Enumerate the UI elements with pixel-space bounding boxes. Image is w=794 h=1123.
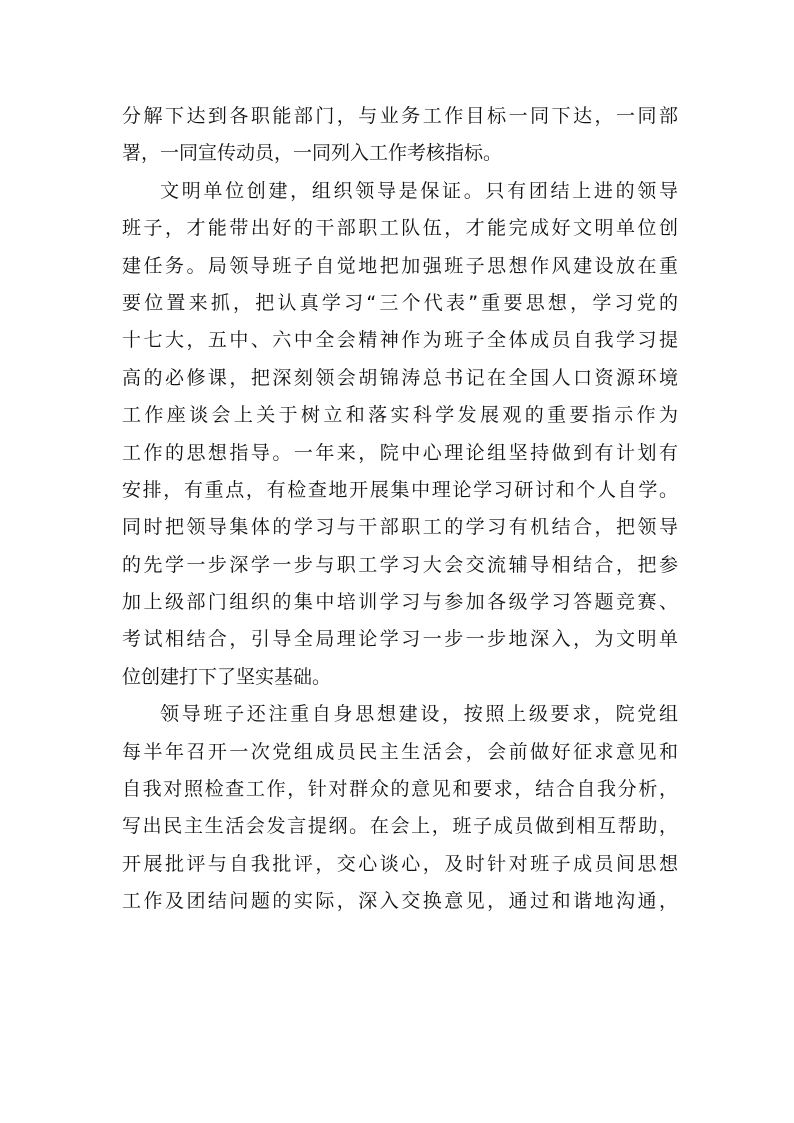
text-line: 安排，有重点，有检查地开展集中理论学习研讨和个人自学。 xyxy=(122,478,678,501)
text-line: 要位置来抓，把认真学习“三个代表”重要思想，学习党的 xyxy=(122,291,678,314)
text-line: 工作座谈会上关于树立和落实科学发展观的重要指示作为 xyxy=(122,404,678,427)
text-line: 加上级部门组织的集中培训学习与参加各级学习答题竞赛、 xyxy=(122,591,678,614)
text-line: 考试相结合，引导全局理论学习一步一步地深入，为文明单 xyxy=(122,628,678,651)
text-line: 写出民主生活会发言提纲。在会上，班子成员做到相互帮助， xyxy=(122,815,678,838)
text-line: 署，一同宣传动员，一同列入工作考核指标。 xyxy=(122,142,503,165)
text-line: 开展批评与自我批评，交心谈心，及时针对班子成员间思想 xyxy=(122,852,678,875)
text-line: 位创建打下了坚实基础。 xyxy=(122,665,332,688)
text-line: 班子，才能带出好的干部职工队伍，才能完成好文明单位创 xyxy=(122,217,678,240)
text-line: 领导班子还注重自身思想建设，按照上级要求，院党组 xyxy=(160,703,678,726)
text-line: 分解下达到各职能部门，与业务工作目标一同下达，一同部 xyxy=(122,105,678,127)
document-body xyxy=(122,98,678,921)
text-line: 建任务。局领导班子自觉地把加强班子思想作风建设放在重 xyxy=(122,254,678,277)
text-line: 十七大，五中、六中全会精神作为班子全体成员自我学习提 xyxy=(122,329,678,352)
text-line: 高的必修课，把深刻领会胡锦涛总书记在全国人口资源环境 xyxy=(122,366,678,389)
text-line: 工作的思想指导。一年来，院中心理论组坚持做到有计划有 xyxy=(122,441,678,464)
text-line: 同时把领导集体的学习与干部职工的学习有机结合，把领导 xyxy=(122,516,678,539)
text-line: 的先学一步深学一步与职工学习大会交流辅导相结合，把参 xyxy=(122,553,678,576)
text-line: 文明单位创建，组织领导是保证。只有团结上进的领导 xyxy=(160,179,678,202)
text-line: 自我对照检查工作，针对群众的意见和要求，结合自我分析， xyxy=(122,778,678,801)
text-line: 工作及团结问题的实际，深入交换意见，通过和谐地沟通， xyxy=(122,890,678,913)
text-line: 每半年召开一次党组成员民主生活会，会前做好征求意见和 xyxy=(122,740,678,763)
